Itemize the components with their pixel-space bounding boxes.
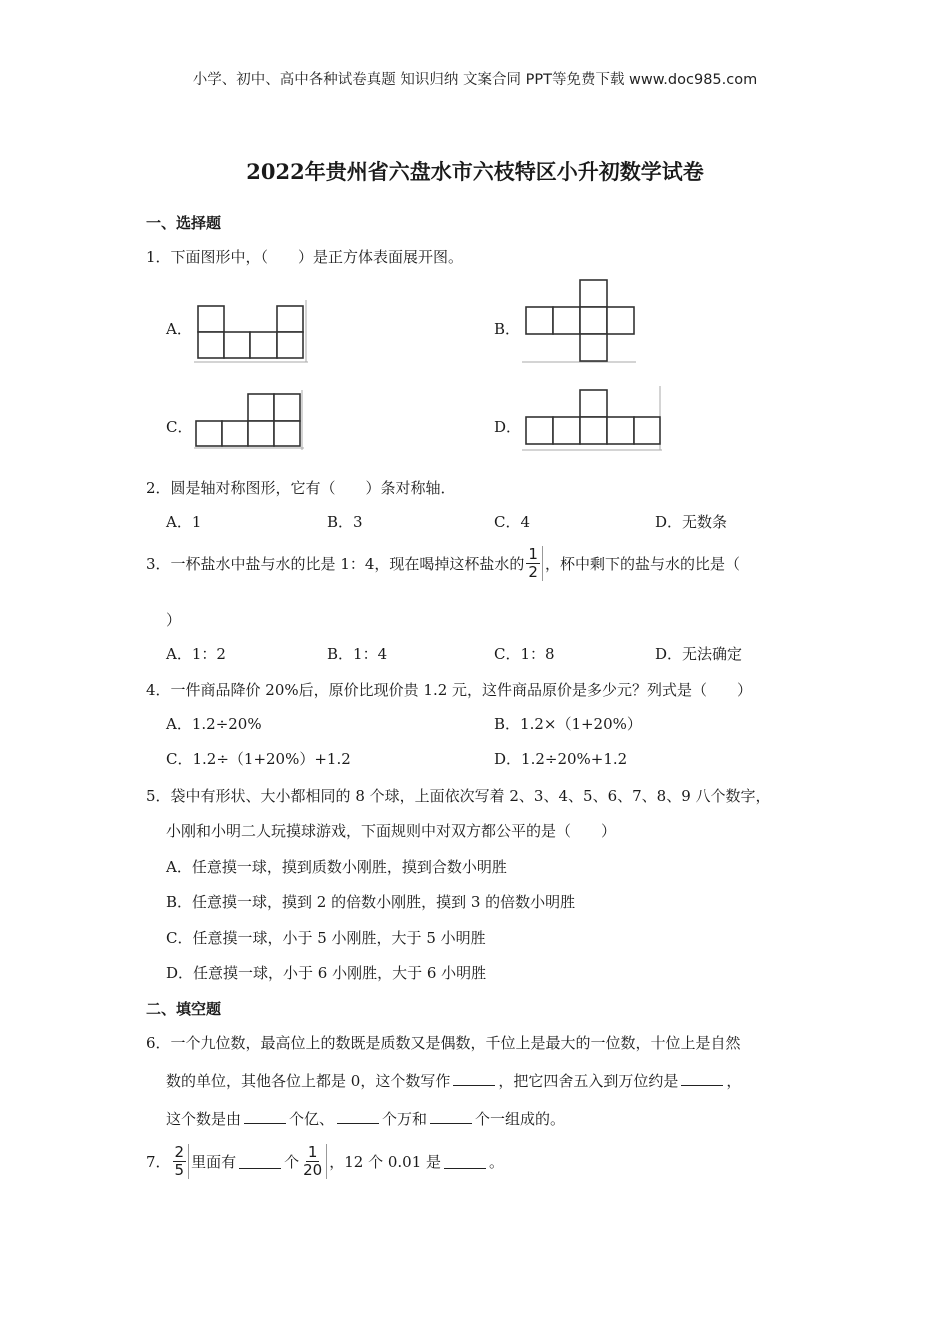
- question-6-text: ，: [726, 1072, 742, 1090]
- question-5-option-b: B．任意摸一球，摸到 2 的倍数小刚胜，摸到 3 的倍数小明胜: [166, 893, 576, 911]
- question-3-stem-part-a: 3．一杯盐水中盐与水的比是 1：4，现在喝掉这杯盐水的: [146, 555, 525, 573]
- question-5-stem-line-1: 5．袋中有形状、大小都相同的 8 个球，上面依次写着 2、3、4、5、6、7、8、9 八个数字，: [146, 787, 771, 805]
- question-7-text: 。: [489, 1153, 505, 1171]
- question-3-stem-part-b: ，杯中剩下的盐与水的比是（: [544, 555, 740, 573]
- question-3-stem-close: ）: [166, 611, 182, 629]
- question-3-option-a: A．1：2: [166, 645, 226, 663]
- question-1-option-a: A．: [166, 320, 192, 338]
- question-4-option-b: B．1.2×（1+20%）: [494, 715, 642, 733]
- question-2-option-c: C．4: [494, 513, 531, 531]
- answer-blank[interactable]: [681, 1071, 723, 1086]
- question-6-text: 个万和: [382, 1110, 428, 1128]
- question-4-option-d: D．1.2÷20%+1.2: [494, 750, 628, 768]
- question-3-stem: [146, 546, 740, 581]
- question-4-option-a: A．1.2÷20%: [166, 715, 262, 733]
- fraction-denominator: 20: [303, 1161, 323, 1179]
- answer-blank[interactable]: [444, 1154, 486, 1169]
- question-6-text: 数的单位，其他各位上都是 0，这个数写作: [166, 1072, 451, 1090]
- answer-blank[interactable]: [430, 1109, 472, 1124]
- answer-blank[interactable]: [239, 1154, 281, 1169]
- section-heading-choice: 一、选择题: [146, 214, 222, 232]
- section-heading-fill: 二、填空题: [146, 1000, 222, 1018]
- answer-blank[interactable]: [244, 1109, 286, 1124]
- question-7-text: ，12 个 0.01 是: [329, 1153, 442, 1171]
- question-6-text: 个一组成的。: [475, 1110, 566, 1128]
- question-7-stem: [146, 1144, 504, 1179]
- question-2-option-d: D．无数条: [655, 513, 728, 531]
- question-1-stem: 1．下面图形中，（ ）是正方体表面展开图。: [146, 248, 464, 266]
- answer-blank[interactable]: [337, 1109, 379, 1124]
- fraction-denominator: 2: [528, 563, 538, 581]
- answer-blank[interactable]: [453, 1071, 495, 1086]
- question-5-option-a: A．任意摸一球，摸到质数小刚胜，摸到合数小明胜: [166, 858, 507, 876]
- question-3-option-c: C．1：8: [494, 645, 555, 663]
- question-1-option-c: C．: [166, 418, 193, 436]
- question-7-text: 里面有: [191, 1153, 237, 1171]
- fraction-one-twentieth: [301, 1144, 327, 1179]
- question-3-option-b: B．1：4: [327, 645, 388, 663]
- question-4-stem: 4．一件商品降价 20%后，原价比现价贵 1.2 元，这件商品原价是多少元？列式是（ ）: [146, 681, 753, 699]
- question-6-text: 个亿、: [289, 1110, 335, 1128]
- question-5-stem-line-2: 小刚和小明二人玩摸球游戏，下面规则中对双方都公平的是（ ）: [166, 822, 617, 840]
- question-7-text: 个: [284, 1153, 300, 1171]
- question-2-option-a: A．1: [166, 513, 202, 531]
- page-title: 2022年贵州省六盘水市六枝特区小升初数学试卷: [246, 159, 704, 184]
- question-3-option-d: D．无法确定: [655, 645, 743, 663]
- question-6-text: 这个数是由: [166, 1110, 242, 1128]
- question-6-line-3: [166, 1108, 565, 1129]
- question-2-option-b: B．3: [327, 513, 363, 531]
- fraction-numerator: 1: [307, 1143, 318, 1161]
- question-7-number: 7．: [146, 1153, 171, 1171]
- cube-net-figure-b: [520, 276, 638, 366]
- question-6-line-1: 6．一个九位数，最高位上的数既是质数又是偶数，千位上是最大的一位数，十位上是自然: [146, 1034, 741, 1052]
- fraction-denominator: 5: [174, 1161, 185, 1179]
- question-5-option-d: D．任意摸一球，小于 6 小刚胜，大于 6 小明胜: [166, 964, 487, 982]
- fraction-numerator: 2: [174, 1143, 185, 1161]
- question-1-option-d: D．: [494, 418, 522, 436]
- cube-net-figure-d: [520, 384, 664, 454]
- header-note: 小学、初中、高中各种试卷真题 知识归纳 文案合同 PPT等免费下载 www.doc985.com: [192, 72, 758, 88]
- question-5-option-c: C．任意摸一球，小于 5 小刚胜，大于 5 小明胜: [166, 929, 486, 947]
- question-4-option-c: C．1.2÷（1+20%）+1.2: [166, 750, 351, 768]
- question-6-text: ，把它四舍五入到万位约是: [498, 1072, 679, 1090]
- question-1-option-b: B．: [494, 320, 521, 338]
- fraction-one-half: [526, 546, 543, 581]
- question-6-line-2: [166, 1070, 741, 1091]
- cube-net-figure-c: [192, 388, 306, 452]
- fraction-two-fifths: [173, 1144, 190, 1179]
- cube-net-figure-a: [192, 298, 310, 364]
- fraction-numerator: 1: [528, 545, 538, 563]
- question-2-stem: 2．圆是轴对称图形，它有（ ）条对称轴．: [146, 479, 456, 497]
